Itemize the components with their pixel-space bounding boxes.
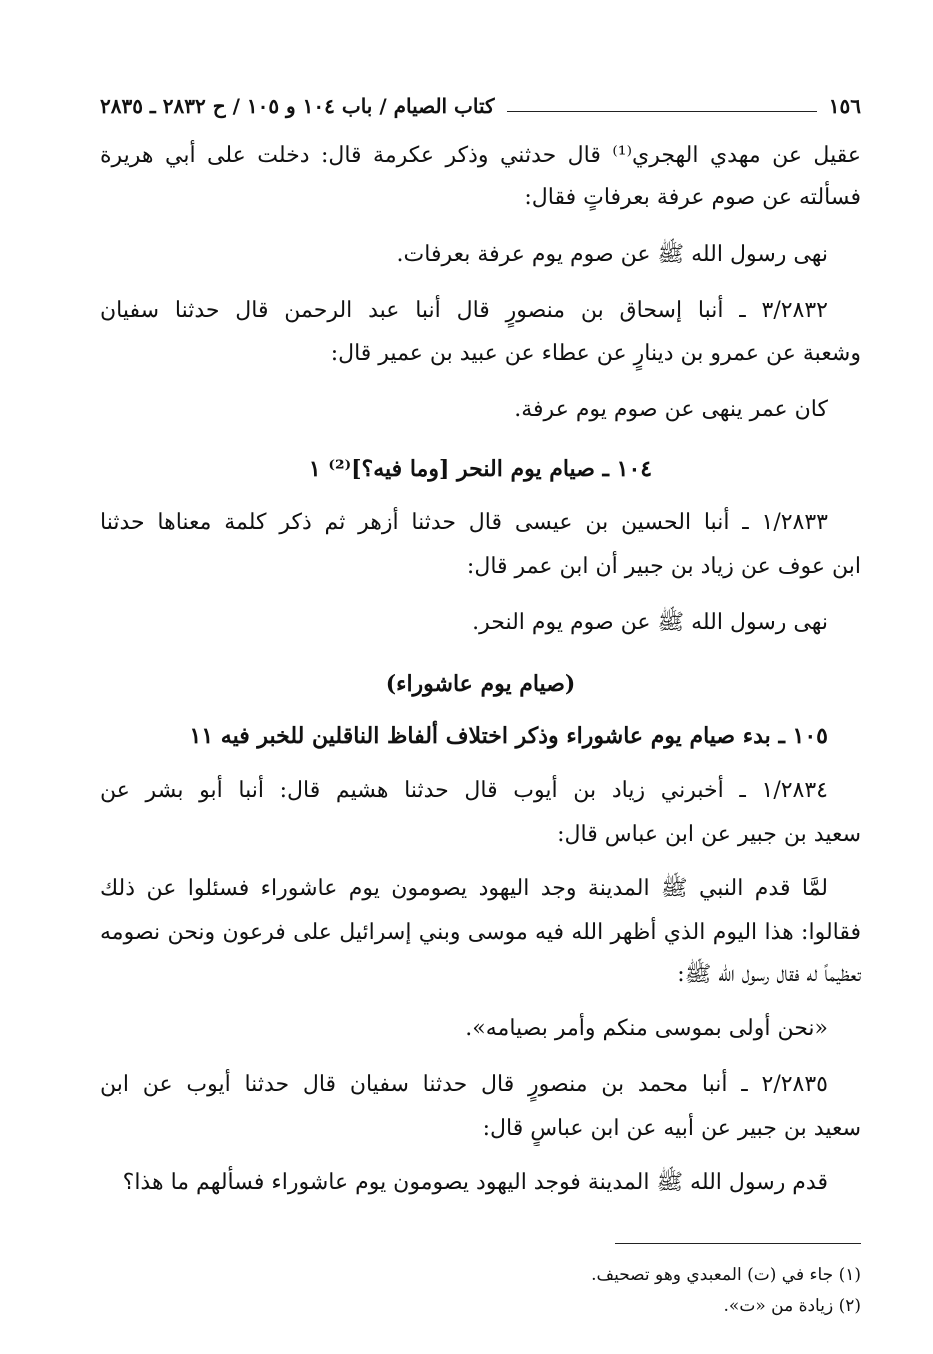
text-line: فقالوا: هذا اليوم الذي أظهر الله فيه موسى وبني إسرائيل على فرعون ونحن نصومه	[100, 920, 861, 945]
text-line: وشعبة عن عمرو بن دينارٍ عن عطاء عن عبيد بن عمير قال:	[330, 341, 861, 366]
text-line: نهى رسول الله ﷺ عن صوم يوم النحر.	[472, 610, 828, 635]
hadith-heading-line: ١/٢٨٣٣ ـ أنبا الحسين بن عيسى قال حدثنا أزهر ثم ذكر كلمة معناها حدثنا	[100, 510, 828, 535]
chapter-title: ١٠٥ ـ بدء صيام يوم عاشوراء وذكر اختلاف ألفاظ الناقلين للخبر فيه ١١	[189, 723, 828, 749]
section-title: (صيام يوم عاشوراء)	[385, 671, 576, 697]
text-line: لمَّا قدم النبي ﷺ المدينة وجد اليهود يصومون يوم عاشوراء فسئلوا عن ذلك	[100, 876, 828, 901]
text-line: نهى رسول الله ﷺ عن صوم يوم عرفة بعرفات.	[396, 242, 828, 267]
header-rule	[507, 111, 817, 112]
hadith-heading-line: ٢/٢٨٣٥ ـ أنبا محمد بن منصورٍ قال حدثنا سفيان قال حدثنا أيوب عن ابن	[100, 1072, 828, 1097]
text-line: «نحن أولى بموسى منكم وأمر بصيامه».	[465, 1016, 828, 1041]
text-line: قدم رسول الله ﷺ المدينة فوجد اليهود يصومون يوم عاشوراء فسألهم ما هذا؟	[122, 1170, 828, 1195]
text-line: كان عمر ينهى عن صوم يوم عرفة.	[514, 397, 828, 422]
page-number: ١٥٦	[828, 94, 861, 118]
hadith-heading-line: ١/٢٨٣٤ ـ أخبرني زياد بن أيوب قال حدثنا هشيم قال: أنبا أبو بشر عن	[100, 778, 828, 803]
text-line: فسألته عن صوم عرفة بعرفاتٍ فقال:	[524, 185, 861, 210]
footnote: (١) جاء في (ت) المعبدي وهو تصحيف.	[591, 1265, 861, 1285]
footnote: (٢) زيادة من «ت».	[723, 1296, 861, 1316]
chapter-title: ١٠٤ ـ صيام يوم النحر [وما فيه؟]⁽²⁾ ١	[308, 456, 653, 482]
text-line: سعيد بن جبير عن أبيه عن ابن عباسٍ قال:	[482, 1116, 861, 1141]
text-line: سعيد بن جبير عن ابن عباس قال:	[557, 822, 861, 847]
page-header	[100, 86, 861, 118]
running-title: كتاب الصيام / باب ١٠٤ و ١٠٥ / ح ٢٨٣٢ ـ ٢٨٣٥	[100, 94, 495, 118]
text-line: تعظيماً له فقال رسول الله ﷺ:	[677, 962, 861, 987]
text-line: عقيل عن مهدي الهجري⁽¹⁾ قال حدثني وذكر عكرمة قال: دخلت على أبي هريرة	[100, 143, 861, 168]
hadith-heading-line: ٣/٢٨٣٢ ـ أنبا إسحاق بن منصورٍ قال أنبا عبد الرحمن قال حدثنا سفيان	[100, 298, 828, 323]
text-line: ابن عوف عن زياد بن جبير أن ابن عمر قال:	[466, 554, 861, 579]
footnote-rule	[615, 1243, 861, 1244]
